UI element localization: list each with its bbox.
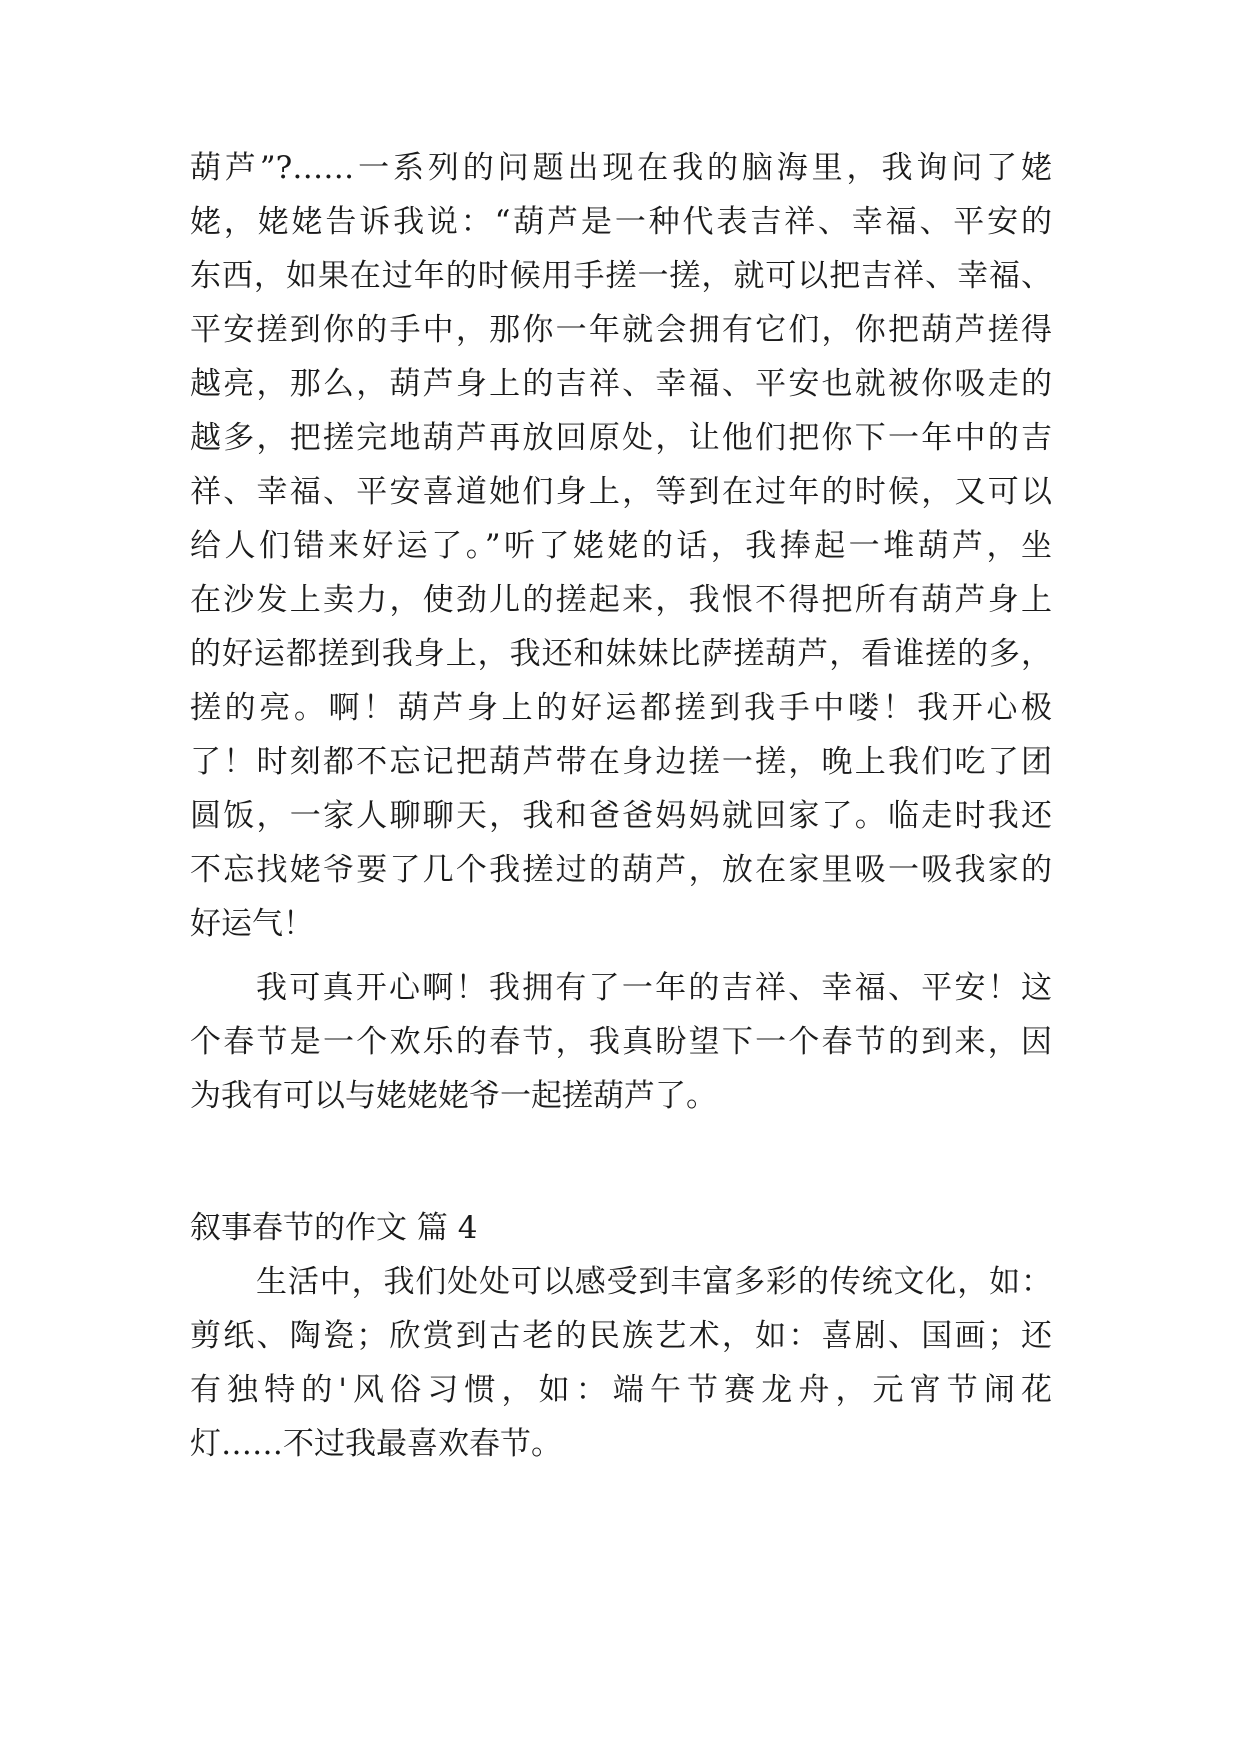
paragraph-line: 越亮，那么，葫芦身上的吉祥、幸福、平安也就被你吸走的 bbox=[190, 366, 1052, 402]
paragraph-line: 葫芦”?……一系列的问题出现在我的脑海里，我询问了姥 bbox=[190, 150, 1052, 186]
paragraph-line: 圆饭，一家人聊聊天，我和爸爸妈妈就回家了。临走时我还 bbox=[190, 798, 1052, 834]
paragraph-line: 搓的亮。啊！葫芦身上的好运都搓到我手中喽！我开心极 bbox=[190, 690, 1052, 726]
paragraph-line: 个春节是一个欢乐的春节，我真盼望下一个春节的到来，因 bbox=[190, 1024, 1052, 1060]
paragraph-line: 姥，姥姥告诉我说：“葫芦是一种代表吉祥、幸福、平安的 bbox=[190, 204, 1052, 240]
paragraph-line: 的好运都搓到我身上，我还和妹妹比萨搓葫芦，看谁搓的多， bbox=[190, 636, 1052, 672]
paragraph-line: 祥、幸福、平安喜道她们身上，等到在过年的时候，又可以 bbox=[190, 474, 1052, 510]
paragraph-line: 平安搓到你的手中，那你一年就会拥有它们，你把葫芦搓得 bbox=[190, 312, 1052, 348]
paragraph-line: 在沙发上卖力，使劲儿的搓起来，我恨不得把所有葫芦身上 bbox=[190, 582, 1052, 618]
paragraph-line: 了！时刻都不忘记把葫芦带在身边搓一搓，晚上我们吃了团 bbox=[190, 744, 1052, 780]
paragraph-line: 越多，把搓完地葫芦再放回原处，让他们把你下一年中的吉 bbox=[190, 420, 1052, 456]
paragraph-line: 剪纸、陶瓷；欣赏到古老的民族艺术，如：喜剧、国画；还 bbox=[190, 1318, 1052, 1354]
paragraph-line: 好运气！ bbox=[190, 906, 314, 942]
paragraph-line: 我可真开心啊！我拥有了一年的吉祥、幸福、平安！这 bbox=[256, 970, 1052, 1006]
paragraph-line: 给人们错来好运了。”听了姥姥的话，我捧起一堆葫芦，坐 bbox=[190, 528, 1052, 564]
paragraph-line: 灯……不过我最喜欢春节。 bbox=[190, 1426, 562, 1462]
paragraph-line: 不忘找姥爷要了几个我搓过的葫芦，放在家里吸一吸我家的 bbox=[190, 852, 1052, 888]
paragraph-line: 生活中，我们处处可以感受到丰富多彩的传统文化，如： bbox=[256, 1264, 1052, 1300]
paragraph-line: 为我有可以与姥姥姥爷一起搓葫芦了。 bbox=[190, 1078, 717, 1114]
paragraph-line: 东西，如果在过年的时候用手搓一搓，就可以把吉祥、幸福、 bbox=[190, 258, 1052, 294]
section-heading: 叙事春节的作文 篇 4 bbox=[190, 1210, 478, 1246]
paragraph-line: 有独特的'风俗习惯，如：端午节赛龙舟，元宵节闹花 bbox=[190, 1372, 1052, 1408]
